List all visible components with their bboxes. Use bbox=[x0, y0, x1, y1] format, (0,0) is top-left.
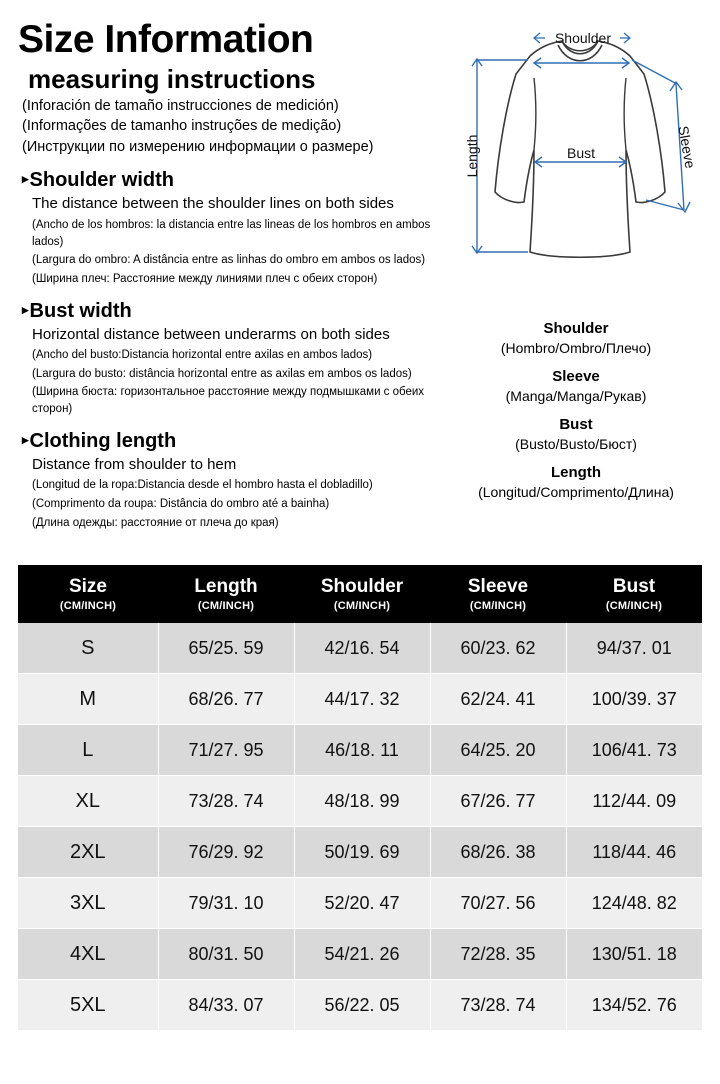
page-subtitle: measuring instructions bbox=[28, 64, 316, 94]
cell-length: 65/25. 59 bbox=[158, 623, 294, 674]
header-translation-es: (Inforación de tamaño instrucciones de medición) bbox=[22, 97, 339, 114]
diagram-bust-label: Bust bbox=[566, 145, 596, 161]
cell-size: 4XL bbox=[18, 928, 158, 979]
page-title: Size Information bbox=[18, 18, 314, 61]
diagram-length-label: Length bbox=[464, 134, 480, 178]
instructions-column bbox=[0, 14, 432, 531]
cell-shoulder: 54/21. 26 bbox=[294, 928, 430, 979]
column-header-label: Sleeve bbox=[467, 576, 529, 597]
shirt-illustration bbox=[432, 14, 720, 314]
table-row bbox=[18, 877, 702, 928]
cell-shoulder: 46/18. 11 bbox=[294, 724, 430, 775]
cell-sleeve: 70/27. 56 bbox=[430, 877, 566, 928]
cell-bust: 118/44. 46 bbox=[566, 826, 702, 877]
cell-length: 80/31. 50 bbox=[158, 928, 294, 979]
section-bust-width bbox=[18, 300, 432, 418]
cell-sleeve: 73/28. 74 bbox=[430, 979, 566, 1030]
cell-length: 68/26. 77 bbox=[158, 673, 294, 724]
section-heading-label: Bust width bbox=[29, 299, 132, 322]
cell-size: L bbox=[18, 724, 158, 775]
cell-shoulder: 50/19. 69 bbox=[294, 826, 430, 877]
legend-alt: (Hombro/Ombro/Плечо) bbox=[500, 339, 652, 356]
table-row bbox=[18, 724, 702, 775]
top-area bbox=[0, 0, 720, 531]
cell-length: 84/33. 07 bbox=[158, 979, 294, 1030]
legend-alt: (Manga/Manga/Рукав) bbox=[505, 387, 647, 404]
cell-sleeve: 72/28. 35 bbox=[430, 928, 566, 979]
cell-size: S bbox=[18, 623, 158, 674]
cell-shoulder: 44/17. 32 bbox=[294, 673, 430, 724]
bullet-icon: ▸ bbox=[22, 171, 29, 187]
cell-size: 5XL bbox=[18, 979, 158, 1030]
cell-bust: 106/41. 73 bbox=[566, 724, 702, 775]
column-header-label: Size bbox=[68, 576, 108, 597]
cell-size: 2XL bbox=[18, 826, 158, 877]
table-row bbox=[18, 623, 702, 674]
table-row bbox=[18, 979, 702, 1030]
column-header-label: Length bbox=[194, 576, 258, 597]
cell-length: 76/29. 92 bbox=[158, 826, 294, 877]
section-heading bbox=[22, 169, 432, 192]
section-translation-es: (Longitud de la ropa:Distancia desde el hombro hasta el dobladillo) bbox=[32, 479, 373, 492]
cell-sleeve: 62/24. 41 bbox=[430, 673, 566, 724]
header-translation-pt: (Informações de tamanho instruções de medição) bbox=[22, 118, 342, 135]
legend-name: Shoulder bbox=[543, 320, 609, 337]
diagram-column bbox=[432, 14, 720, 531]
legend bbox=[432, 320, 720, 501]
column-header-unit: (CM/INCH) bbox=[197, 599, 255, 612]
legend-item-sleeve bbox=[432, 368, 720, 405]
cell-shoulder: 42/16. 54 bbox=[294, 623, 430, 674]
legend-alt: (Longitud/Comprimento/Длина) bbox=[478, 483, 674, 500]
bullet-icon: ▸ bbox=[22, 301, 29, 317]
table-row bbox=[18, 826, 702, 877]
size-table-wrapper bbox=[18, 565, 702, 1031]
cell-length: 71/27. 95 bbox=[158, 724, 294, 775]
cell-sleeve: 67/26. 77 bbox=[430, 775, 566, 826]
cell-bust: 112/44. 09 bbox=[566, 775, 702, 826]
column-header-size bbox=[18, 565, 158, 623]
legend-alt: (Busto/Busto/Бюст) bbox=[515, 435, 637, 452]
section-heading-label: Shoulder width bbox=[29, 169, 174, 192]
legend-name: Bust bbox=[559, 415, 593, 433]
cell-bust: 130/51. 18 bbox=[566, 928, 702, 979]
section-heading bbox=[22, 430, 432, 453]
bullet-icon: ▸ bbox=[22, 431, 29, 447]
section-description: Horizontal distance between underarms on both sides bbox=[32, 325, 390, 343]
legend-item-shoulder bbox=[432, 320, 720, 357]
section-translation-es: (Ancho de los hombros: la distancia entre las lineas de los hombros en ambos lados) bbox=[32, 218, 431, 248]
cell-length: 79/31. 10 bbox=[158, 877, 294, 928]
cell-length: 73/28. 74 bbox=[158, 775, 294, 826]
column-header-label: Bust bbox=[612, 576, 656, 597]
column-header-unit: (CM/INCH) bbox=[469, 599, 527, 612]
section-translation-ru: (Длина одежды: расстояние от плеча до края) bbox=[32, 516, 279, 529]
section-description: Distance from shoulder to hem bbox=[32, 455, 237, 473]
table-body bbox=[18, 623, 702, 1031]
cell-size: 3XL bbox=[18, 877, 158, 928]
diagram-sleeve-label: Sleeve bbox=[675, 124, 699, 170]
section-translation-pt: (Largura do busto: distância horizontal entre as axilas em ambos os lados) bbox=[32, 367, 412, 380]
column-header-unit: (CM/INCH) bbox=[605, 599, 663, 612]
cell-sleeve: 64/25. 20 bbox=[430, 724, 566, 775]
column-header-sleeve bbox=[430, 565, 566, 623]
cell-shoulder: 48/18. 99 bbox=[294, 775, 430, 826]
section-translation-ru: (Ширина бюста: горизонтальное расстояние между подмышками с обеих сторон) bbox=[32, 386, 425, 416]
garment-diagram bbox=[432, 14, 720, 314]
legend-item-bust bbox=[432, 416, 720, 453]
size-chart-table bbox=[18, 565, 702, 1031]
legend-name: Length bbox=[551, 463, 601, 481]
table-header bbox=[18, 565, 702, 623]
cell-shoulder: 52/20. 47 bbox=[294, 877, 430, 928]
section-translation-es: (Ancho del busto:Distancia horizontal entre axilas en ambos lados) bbox=[32, 349, 373, 362]
section-heading bbox=[22, 300, 432, 323]
column-header-unit: (CM/INCH) bbox=[59, 599, 117, 612]
cell-sleeve: 68/26. 38 bbox=[430, 826, 566, 877]
cell-size: M bbox=[18, 673, 158, 724]
table-row bbox=[18, 673, 702, 724]
cell-bust: 124/48. 82 bbox=[566, 877, 702, 928]
cell-bust: 94/37. 01 bbox=[566, 623, 702, 674]
cell-bust: 134/52. 76 bbox=[566, 979, 702, 1030]
cell-size: XL bbox=[18, 775, 158, 826]
column-header-length bbox=[158, 565, 294, 623]
diagram-shoulder-label: Shoulder bbox=[554, 30, 612, 46]
section-description: The distance between the shoulder lines on both sides bbox=[32, 195, 394, 213]
section-translation-pt: (Largura do ombro: A distância entre as linhas do ombro em ambos os lados) bbox=[32, 254, 426, 267]
cell-shoulder: 56/22. 05 bbox=[294, 979, 430, 1030]
section-translation-ru: (Ширина плеч: Расстояние между линиями плеч с обеих сторон) bbox=[32, 272, 378, 285]
cell-bust: 100/39. 37 bbox=[566, 673, 702, 724]
table-row bbox=[18, 775, 702, 826]
column-header-label: Shoulder bbox=[320, 576, 404, 597]
table-row bbox=[18, 928, 702, 979]
legend-item-length bbox=[432, 464, 720, 501]
column-header-bust bbox=[566, 565, 702, 623]
section-translation-pt: (Comprimento da roupa: Distância do ombro até a bainha) bbox=[32, 497, 330, 510]
section-shoulder-width bbox=[18, 169, 432, 287]
section-heading-label: Clothing length bbox=[29, 429, 177, 452]
header-translation-ru: (Инструкции по измерению информации о размере) bbox=[22, 138, 374, 155]
column-header-shoulder bbox=[294, 565, 430, 623]
table-header-row bbox=[18, 565, 702, 623]
section-clothing-length bbox=[18, 430, 432, 532]
legend-name: Sleeve bbox=[552, 367, 600, 385]
column-header-unit: (CM/INCH) bbox=[333, 599, 391, 612]
cell-sleeve: 60/23. 62 bbox=[430, 623, 566, 674]
